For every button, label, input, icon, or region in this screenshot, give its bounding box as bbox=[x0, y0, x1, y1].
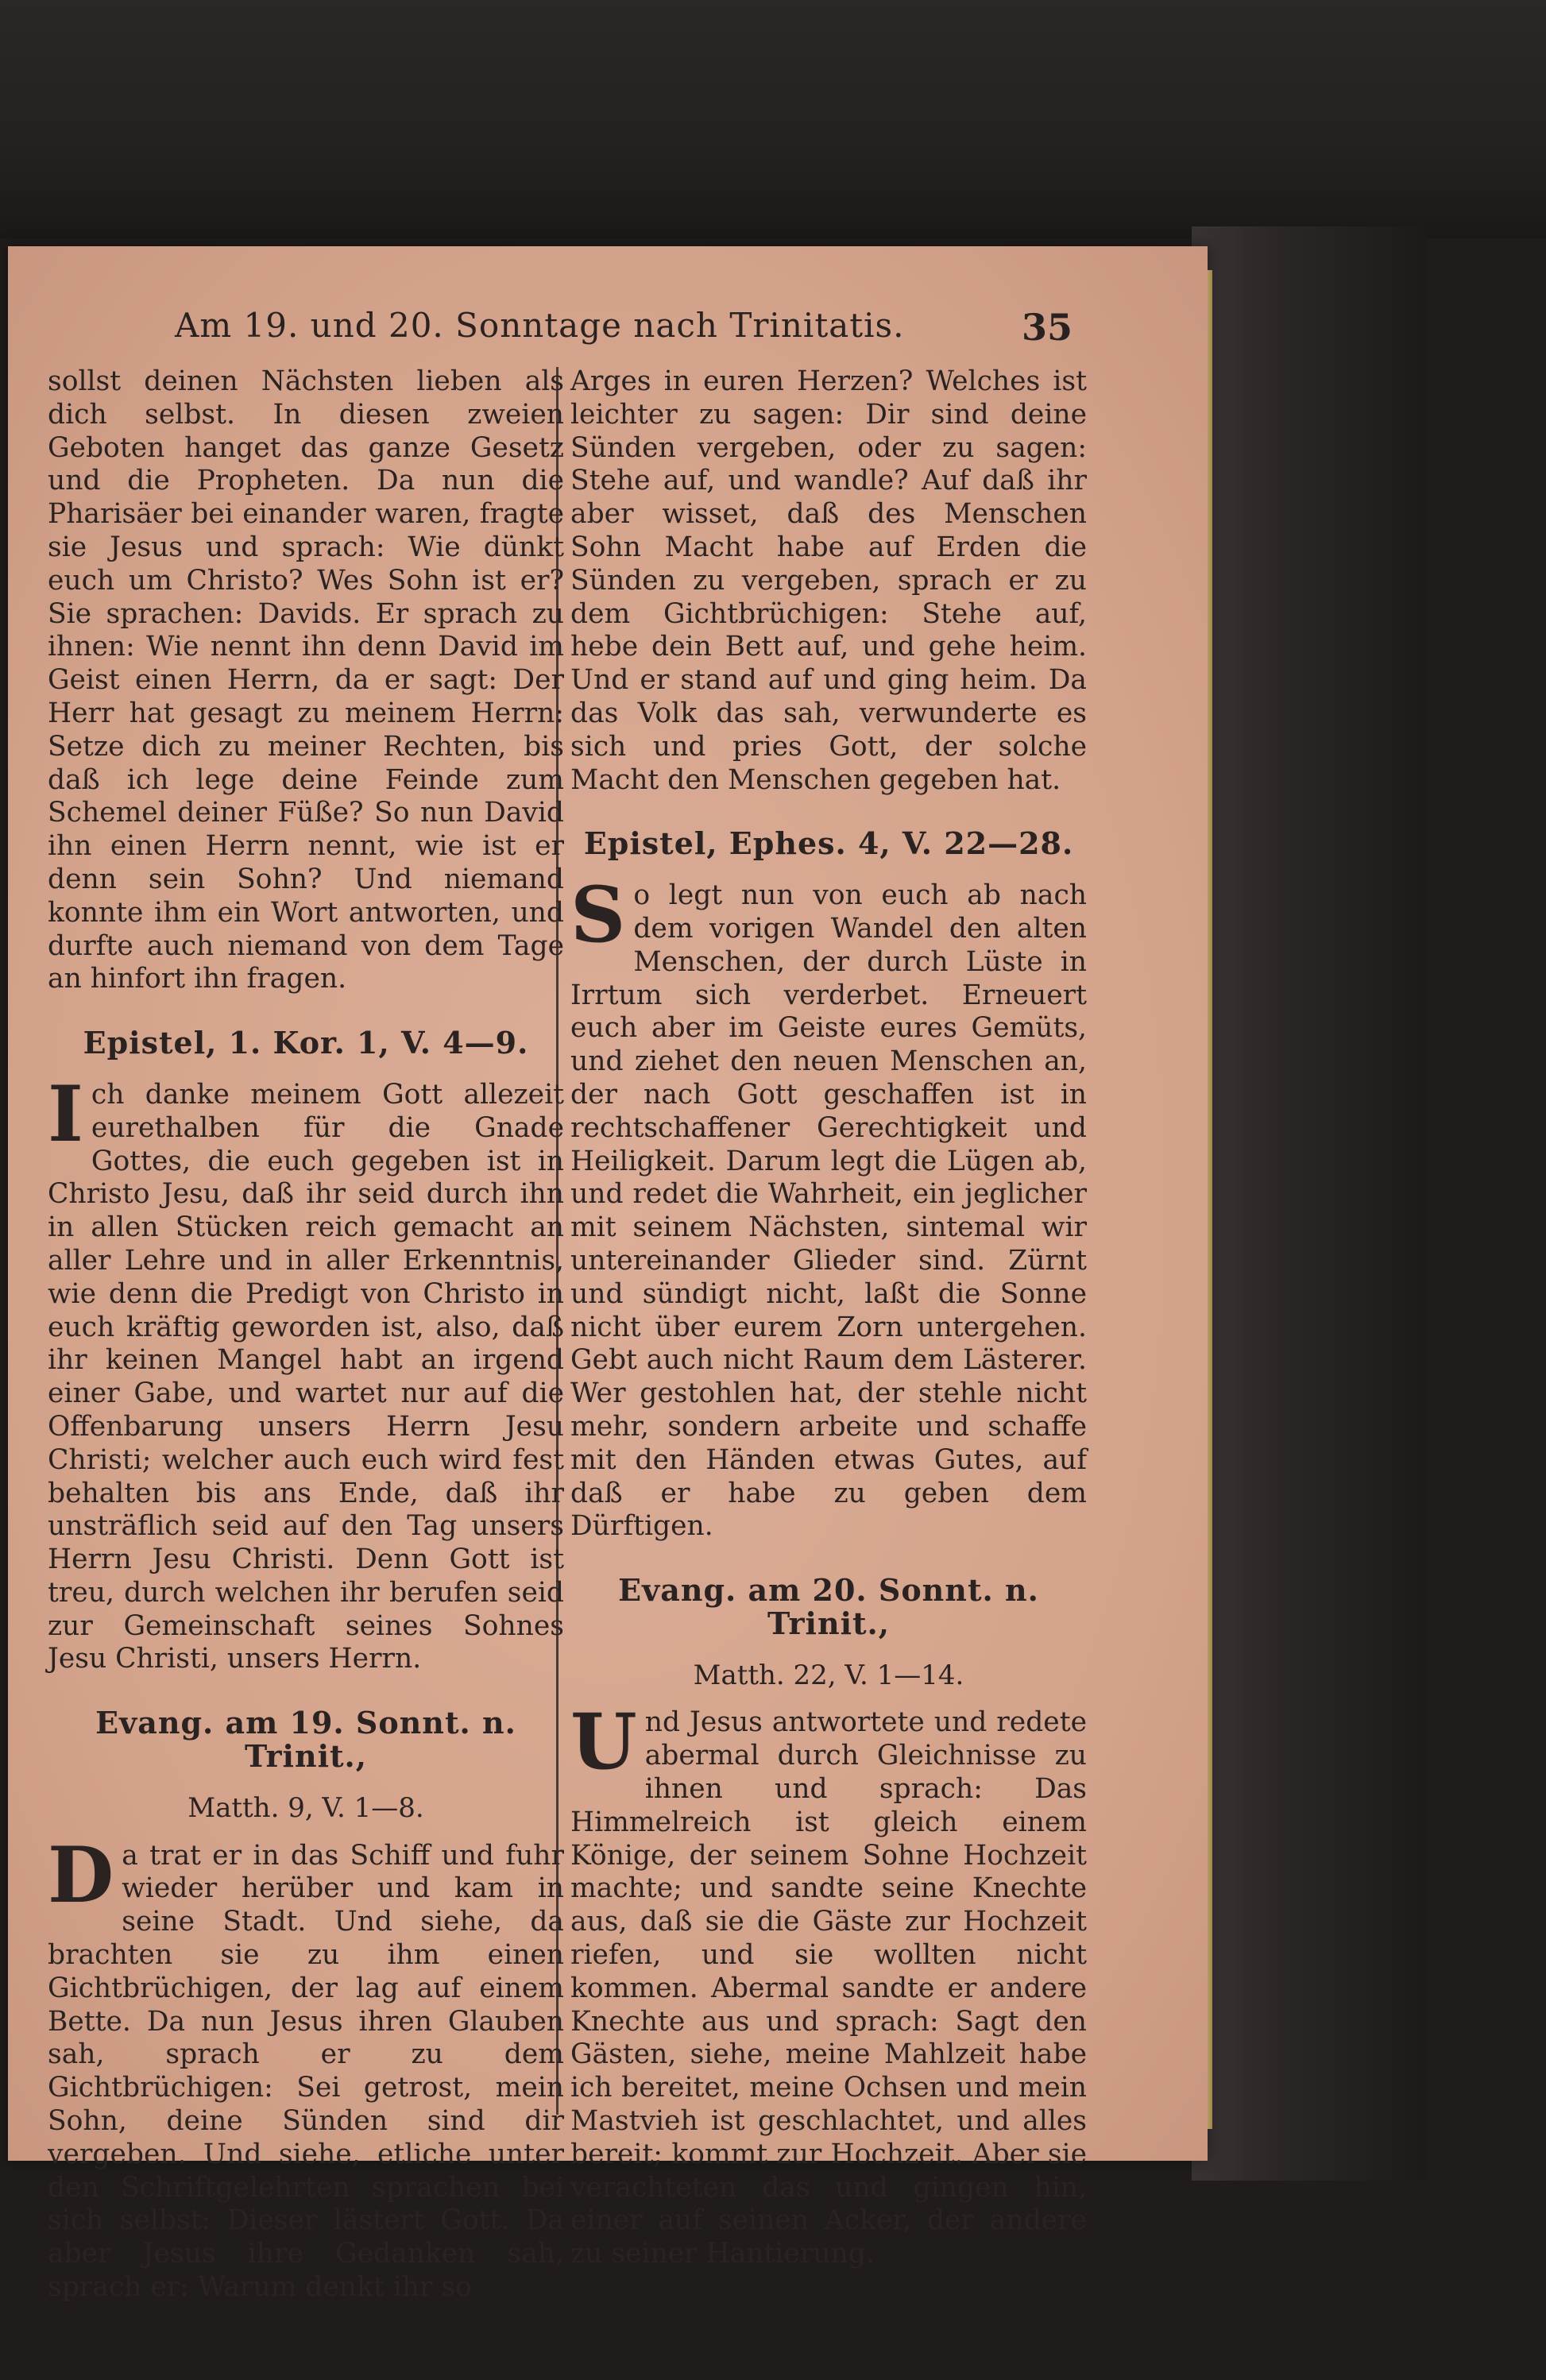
running-title: Am 19. und 20. Sonntage nach Trinitatis. bbox=[175, 306, 905, 345]
book-cover bbox=[1192, 226, 1426, 2181]
page-header bbox=[175, 306, 1073, 354]
page-number: 35 bbox=[1021, 306, 1073, 349]
background-top bbox=[0, 0, 1546, 238]
right-gospel-heading: Evang. am 20. Sonnt. n. Trinit., bbox=[618, 1572, 1039, 1641]
left-gospel-reference: Matth. 9, V. 1—8. bbox=[187, 1791, 424, 1824]
right-epistle-heading: Epistel, Ephes. 4, V. 22—28. bbox=[583, 825, 1074, 862]
left-epistle-text: Ich danke meinem Gott allezeit eurethalben für die Gnade Gottes, die euch gegeben ist in Christo Jesu, daß ihr seid durch ihn in allen Stücken reich gemacht an aller Lehre und in aller Erkenntnis, wie denn die Predigt von Christo in euch kräftig geworden ist, also, daß ihr keinen Mangel habt an irgend einer Gabe, und wartet nur auf die Offenbarung unsers Herrn Jesu Christi; welcher auch euch wird fest behalten bis ans Ende, daß ihr unsträflich seid auf den Tag unsers Herrn Jesu Christi. Denn Gott ist treu, durch welchen ihr berufen seid zur Gemeinschaft seines Sohnes Jesu Christi, unsers Herrn. bbox=[48, 1068, 564, 1675]
left-gospel-text: Da trat er in das Schiff und fuhr wieder herüber und kam in seine Stadt. Und siehe, da brachten sie zu ihm einen Gichtbrüchigen, der lag auf einem Bette. Da nun Jesus ihren Glauben sah, sprach er zu dem Gichtbrüchigen: Sei getrost, mein Sohn, deine Sünden sind dir vergeben. Und siehe, etliche unter den Schriftgelehrten sprachen bei sich selbst: Dieser lästert Gott. Da aber Jesus ihre Gedanken sah, sprach er: Warum denkt ihr so bbox=[48, 1829, 564, 2304]
left-column bbox=[48, 365, 564, 2304]
left-intro-text: sollst deinen Nächsten lieben als dich selbst. In diesen zweien Geboten hanget das ganze Gesetz und die Propheten. Da nun die Pharisäer bei einander waren, fragte sie Jesus und sprach: Wie dünkt euch um Christo? Wes Sohn ist er? Sie sprachen: Davids. Er sprach zu ihnen: Wie nennt ihn denn David im Geist einen Herrn, da er sagt: Der Herr hat gesagt zu meinem Herrn: Setze dich zu meiner Rechten, bis daß ich lege deine Feinde zum Schemel deiner Füße? So nun David ihn einen Herrn nennt, wie ist er denn sein Sohn? Und niemand konnte ihm ein Wort antworten, und durfte auch niemand von dem Tage an hinfort ihn fragen. bbox=[48, 365, 564, 995]
left-epistle-heading: Epistel, 1. Kor. 1, V. 4—9. bbox=[83, 1025, 529, 1061]
right-column bbox=[570, 365, 1087, 2270]
right-epistle-text: So legt nun von euch ab nach dem vorigen Wandel den alten Menschen, der durch Lüste in Irrtum sich verderbet. Erneuert euch aber im Geiste eures Gemüts, und ziehet den neuen Menschen an, der nach Gott geschaffen ist in rechtschaffener Gerechtigkeit und Heiligkeit. Darum legt die Lügen ab, und redet die Wahrheit, ein jeglicher mit seinem Nächsten, sintemal wir untereinander Glieder sind. Zürnt und sündigt nicht, laßt die Sonne nicht über eurem Zorn untergehen. Gebt auch nicht Raum dem Lästerer. Wer gestohlen hat, der stehle nicht mehr, sondern arbeite und schaffe mit den Händen etwas Gutes, auf daß er habe zu geben dem Dürftigen. bbox=[570, 870, 1087, 1543]
right-gospel-reference: Matth. 22, V. 1—14. bbox=[693, 1659, 964, 1691]
left-gospel-heading: Evang. am 19. Sonnt. n. Trinit., bbox=[95, 1705, 516, 1775]
right-intro-text: Arges in euren Herzen? Welches ist leichter zu sagen: Dir sind deine Sünden vergeben, oder zu sagen: Stehe auf, und wandle? Auf daß ihr aber wisset, daß des Menschen Sohn Macht habe auf Erden die Sünden zu vergeben, sprach er zu dem Gichtbrüchigen: Stehe auf, hebe dein Bett auf, und gehe heim. Und er stand auf und ging heim. Da das Volk das sah, verwunderte es sich und pries Gott, der solche Macht den Menschen gegeben hat. bbox=[570, 365, 1087, 796]
right-gospel-text: Und Jesus antwortete und redete abermal durch Gleichnisse zu ihnen und sprach: Das Himmelreich ist gleich einem Könige, der seinem Sohne Hochzeit machte; und sandte seine Knechte aus, daß sie die Gäste zur Hochzeit riefen, und sie wollten nicht kommen. Abermal sandte er andere Knechte aus und sprach: Sagt den Gästen, siehe, meine Mahlzeit habe ich bereitet, meine Ochsen und mein Mastvieh ist geschlachtet, und alles bereit; kommt zur Hochzeit. Aber sie verachteten das und gingen hin, einer auf seinen Acker, der andere zu seiner Hantierung. bbox=[570, 1697, 1087, 2270]
